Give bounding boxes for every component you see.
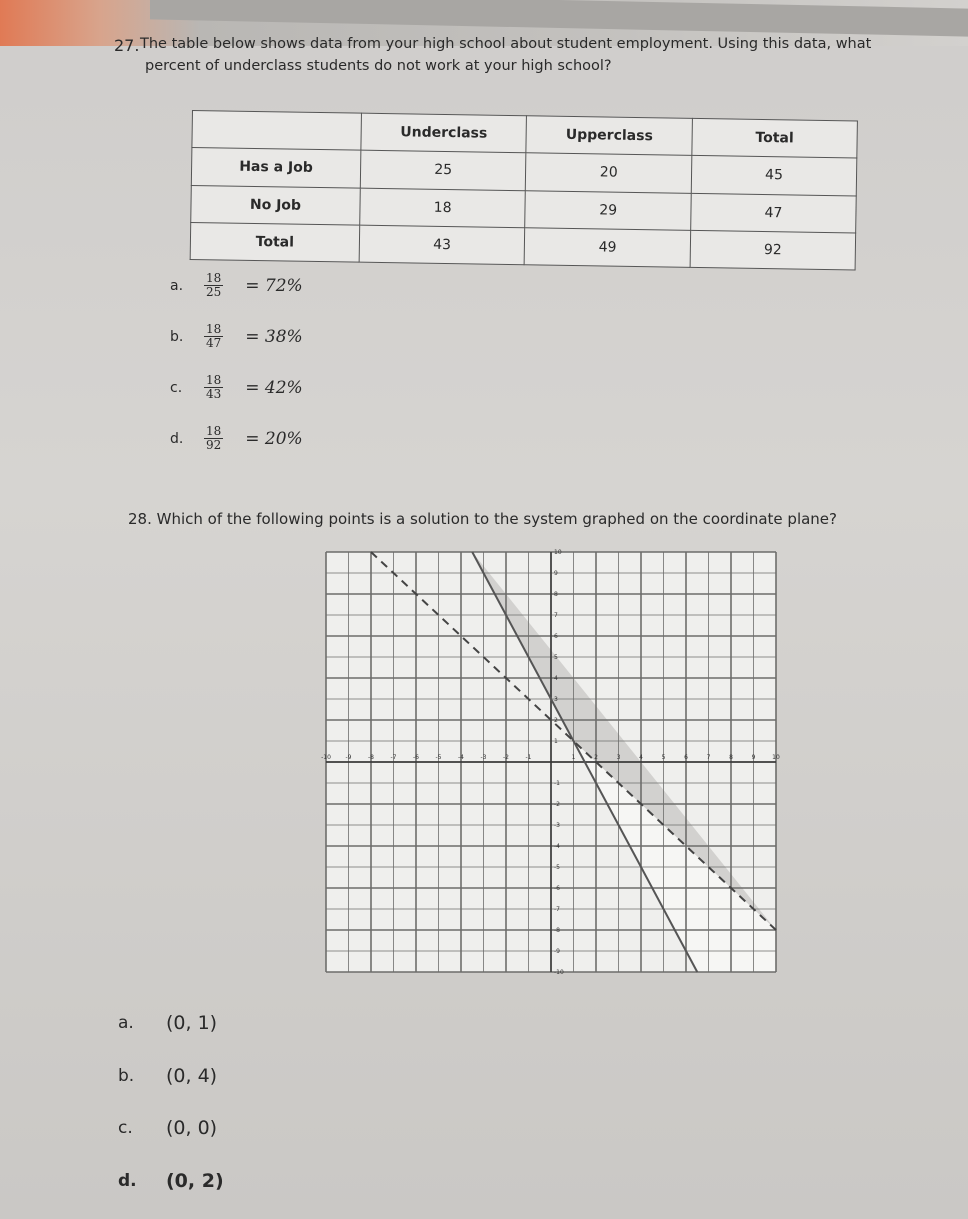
option-letter: d. bbox=[118, 1171, 137, 1191]
y-tick-label: 1 bbox=[554, 738, 558, 745]
table-cell: 20 bbox=[526, 153, 692, 193]
option-letter: a. bbox=[118, 1013, 134, 1033]
q28-option-b[interactable] bbox=[118, 1065, 217, 1087]
percent-value: = 20% bbox=[245, 428, 303, 449]
y-tick-label: -3 bbox=[554, 822, 560, 829]
q28-option-a[interactable] bbox=[118, 1012, 217, 1034]
table-cell: 43 bbox=[359, 225, 525, 265]
table-cell: 92 bbox=[690, 230, 856, 270]
fraction-numerator: 18 bbox=[206, 373, 222, 387]
percent-value: = 42% bbox=[245, 377, 303, 398]
table-cell: 25 bbox=[360, 150, 526, 190]
fraction-denominator: 43 bbox=[206, 387, 222, 401]
x-tick-label: 7 bbox=[706, 754, 711, 761]
fraction-denominator: 25 bbox=[206, 285, 222, 299]
y-tick-label: -6 bbox=[554, 885, 560, 892]
y-tick-label: 4 bbox=[554, 675, 558, 682]
y-tick-label: 5 bbox=[554, 654, 558, 661]
x-tick-label: 5 bbox=[661, 754, 666, 761]
q27-option-d[interactable] bbox=[170, 425, 303, 452]
y-tick-label: -9 bbox=[554, 948, 560, 955]
x-tick-label: -5 bbox=[435, 754, 442, 761]
x-tick-label: 2 bbox=[594, 754, 598, 761]
option-letter: c. bbox=[118, 1118, 133, 1138]
y-tick-label: -1 bbox=[554, 780, 560, 787]
x-tick-label: 6 bbox=[684, 754, 688, 761]
x-tick-label: -3 bbox=[480, 754, 487, 761]
x-tick-label: -9 bbox=[345, 754, 352, 761]
fraction bbox=[204, 425, 223, 452]
table-header-cell: Total bbox=[692, 118, 858, 158]
y-tick-label: 7 bbox=[554, 612, 558, 619]
fraction-numerator: 18 bbox=[206, 271, 222, 285]
table-cell: 18 bbox=[360, 188, 526, 228]
x-tick-label: 4 bbox=[639, 754, 643, 761]
table-row-label: Total bbox=[190, 222, 359, 262]
option-letter: b. bbox=[118, 1066, 135, 1086]
table-cell: 49 bbox=[525, 227, 691, 267]
fraction-numerator: 18 bbox=[206, 424, 222, 438]
x-tick-label: -10 bbox=[321, 754, 331, 761]
table-header-cell bbox=[192, 111, 361, 151]
fraction bbox=[204, 323, 223, 350]
option-letter: a. bbox=[170, 277, 184, 294]
option-point: (0, 0) bbox=[166, 1117, 218, 1139]
x-tick-label: 9 bbox=[751, 754, 756, 761]
table-cell: 45 bbox=[691, 156, 857, 196]
y-tick-label: -8 bbox=[554, 927, 560, 934]
y-tick-label: 6 bbox=[554, 633, 558, 640]
y-tick-label: -7 bbox=[554, 906, 560, 913]
option-letter: c. bbox=[170, 379, 183, 396]
x-tick-label: -1 bbox=[525, 754, 532, 761]
x-tick-label: -7 bbox=[390, 754, 397, 761]
table-row-label: Has a Job bbox=[191, 148, 360, 188]
y-tick-label: 2 bbox=[554, 717, 558, 724]
x-tick-label: -4 bbox=[458, 754, 464, 761]
option-letter: d. bbox=[170, 430, 184, 447]
percent-value: = 72% bbox=[245, 275, 303, 296]
option-letter: b. bbox=[170, 328, 184, 345]
table-header-cell: Underclass bbox=[361, 113, 527, 153]
fraction bbox=[204, 374, 223, 401]
x-tick-label: -8 bbox=[368, 754, 374, 761]
question-28-text: 28. Which of the following points is a solution to the system graphed on the coordinate plane? bbox=[128, 510, 837, 528]
fraction-denominator: 92 bbox=[206, 438, 222, 452]
q27-option-c[interactable] bbox=[170, 374, 303, 401]
percent-value: = 38% bbox=[245, 326, 303, 347]
x-tick-label: 8 bbox=[729, 754, 733, 761]
fraction bbox=[204, 272, 223, 299]
y-tick-label: -5 bbox=[554, 864, 560, 871]
q28-option-c[interactable] bbox=[118, 1117, 217, 1139]
shaded-region-light bbox=[571, 741, 777, 972]
x-tick-label: 3 bbox=[616, 754, 621, 761]
y-tick-label: -10 bbox=[554, 969, 564, 976]
question-27-text-line2: percent of underclass students do not work at your high school? bbox=[145, 58, 612, 74]
q27-option-b[interactable] bbox=[170, 323, 303, 350]
employment-table bbox=[190, 110, 858, 270]
table-cell: 29 bbox=[525, 190, 691, 230]
q27-option-a[interactable] bbox=[170, 272, 303, 299]
y-tick-label: -4 bbox=[554, 843, 560, 850]
x-tick-label: -2 bbox=[503, 754, 509, 761]
q28-option-d[interactable] bbox=[118, 1170, 224, 1192]
coordinate-plane-svg bbox=[321, 549, 780, 976]
table-row-label: No Job bbox=[191, 185, 360, 225]
x-tick-label: -6 bbox=[413, 754, 419, 761]
table-cell: 47 bbox=[691, 193, 857, 233]
option-point: (0, 1) bbox=[166, 1012, 218, 1034]
coordinate-plane bbox=[321, 549, 780, 976]
y-tick-label: 10 bbox=[554, 549, 562, 556]
option-point: (0, 4) bbox=[166, 1065, 218, 1087]
x-tick-label: 1 bbox=[571, 754, 576, 761]
question-27-text-line1: The table below shows data from your high school about student employment. Using this data, what bbox=[140, 36, 872, 52]
question-27-number: 27. bbox=[114, 36, 140, 55]
table-header-cell: Upperclass bbox=[526, 116, 692, 156]
fraction-denominator: 47 bbox=[206, 336, 222, 350]
x-tick-label: 10 bbox=[772, 754, 780, 761]
y-tick-label: -2 bbox=[554, 801, 560, 808]
option-point: (0, 2) bbox=[166, 1170, 224, 1192]
fraction-numerator: 18 bbox=[206, 322, 222, 336]
y-tick-label: 8 bbox=[554, 591, 558, 598]
y-tick-label: 9 bbox=[554, 570, 558, 577]
y-tick-label: 3 bbox=[554, 696, 558, 703]
